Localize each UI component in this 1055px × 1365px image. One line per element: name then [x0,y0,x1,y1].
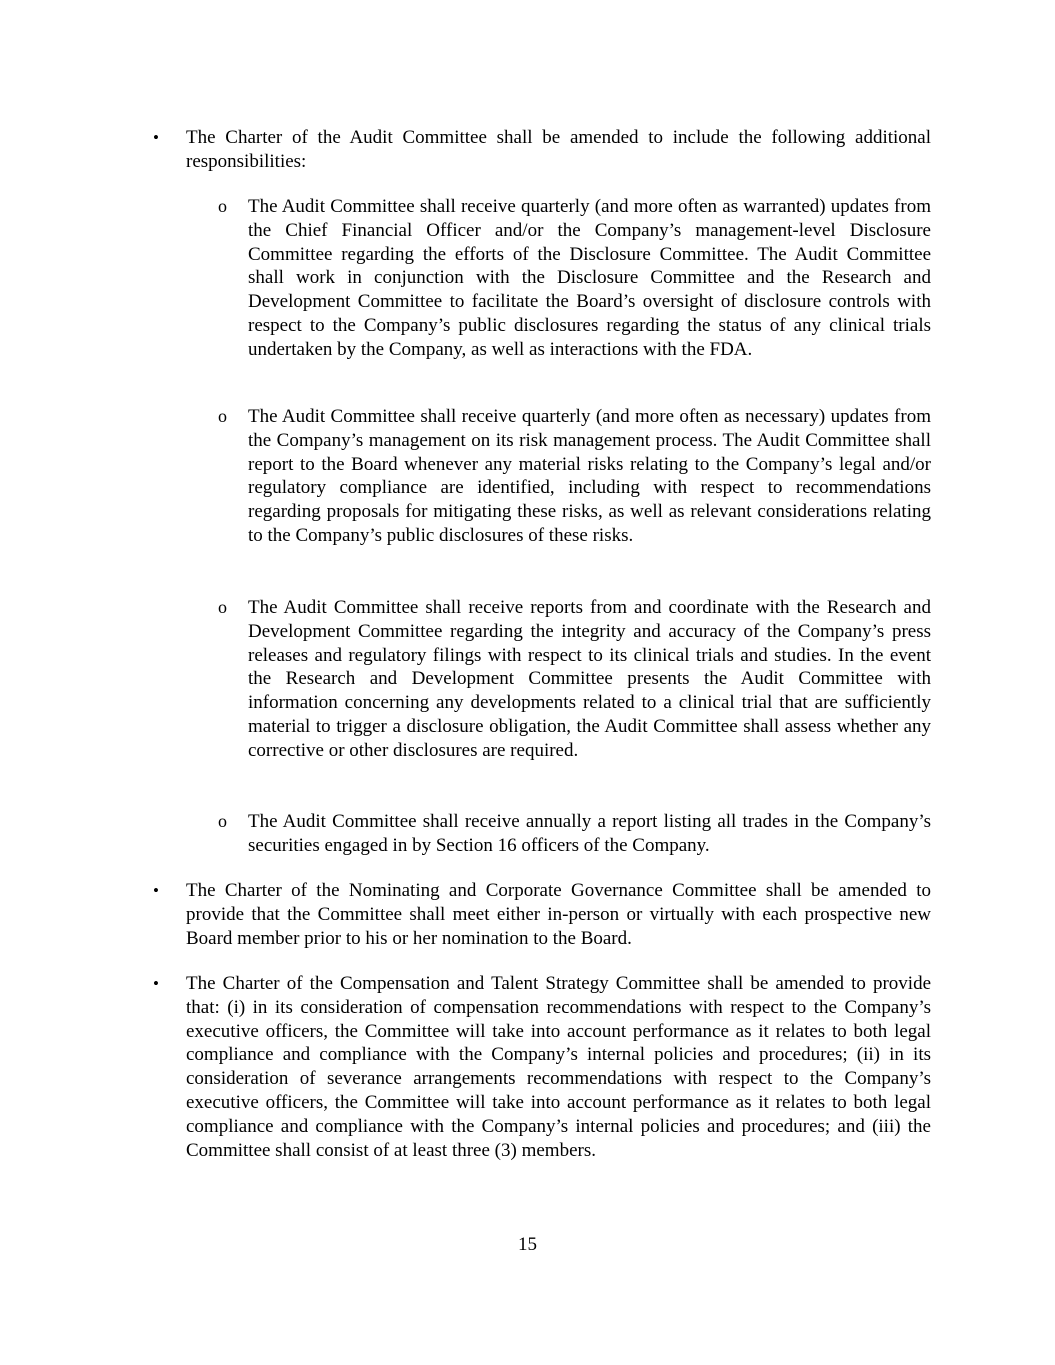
sub-bullet-text: The Audit Committee shall receive quarterly (and more often as necessary) updates from the Company’s management on its risk management process. The Audit Committee shall report to the Board whenever any material risks relating to the Company’s legal and/or regulatory compliance are identified, including with respect to recommendations regarding proposals for mitigating these risks, as well as relevant considerations relating to the Company’s public disclosures of these risks. [248,406,931,546]
sub-bullet-marker: o [218,811,227,831]
sub-bullet-text: The Audit Committee shall receive quarterly (and more often as warranted) updates from the Chief Financial Officer and/or the Company’s management-level Disclosure Committee regarding the efforts of the Disclosure Committee. The Audit Committee shall work in conjunction with the Disclosure Committee and the Research and Development Committee to facilitate the Board’s oversight of disclosure controls with respect to the Company’s public disclosures regarding the status of any clinical trials undertaken by the Company, as well as interactions with the FDA. [248,196,931,360]
bullet-marker: • [153,974,159,993]
sub-bullet-text: The Audit Committee shall receive annually a report listing all trades in the Company’s securities engaged in by Section 16 officers of the Company. [248,811,931,856]
sub-bullet-section16-trades-report [218,810,931,858]
nominating-committee-bullet [153,879,931,950]
sub-bullet-research-development-reports [218,596,931,763]
nominating-committee-bullet-text: The Charter of the Nominating and Corporate Governance Committee shall be amended to provide that the Committee shall meet either in-person or virtually with each prospective new Board member prior to his or her nomination to the Board. [186,880,931,949]
audit-committee-bullet [153,126,931,174]
bullet-marker: • [153,881,159,900]
audit-committee-bullet-text: The Charter of the Audit Committee shall be amended to include the following additional responsibilities: [186,127,931,172]
compensation-committee-bullet-text: The Charter of the Compensation and Talent Strategy Committee shall be amended to provide that: (i) in its consideration of compensation recommendations with respect to the Company’s executive officers, the Committee will take into account performance as it relates to both legal compliance and compliance with the Company’s internal policies and procedures; (ii) in its consideration of severance arrangements recommendations with respect to the Company’s executive officers, the Committee will take into account performance as it relates to both legal compliance and compliance with the Company’s internal policies and procedures; and (iii) the Committee shall consist of at least three (3) members. [186,973,931,1161]
sub-bullet-marker: o [218,597,227,617]
sub-bullet-disclosure-committee-updates [218,195,931,362]
sub-bullet-marker: o [218,196,227,216]
sub-bullet-marker: o [218,406,227,426]
bullet-marker: • [153,128,159,147]
sub-bullet-risk-management-updates [218,405,931,548]
sub-bullet-text: The Audit Committee shall receive reports from and coordinate with the Research and Development Committee regarding the integrity and accuracy of the Company’s press releases and regulatory filings with respect to its clinical trials and studies. In the event the Research and Development Committee presents the Audit Committee with information concerning any developments related to a clinical trial that are sufficiently material to trigger a disclosure obligation, the Audit Committee shall assess whether any corrective or other disclosures are required. [248,597,931,761]
page-number: 15 [518,1234,537,1255]
compensation-committee-bullet [153,972,931,1162]
